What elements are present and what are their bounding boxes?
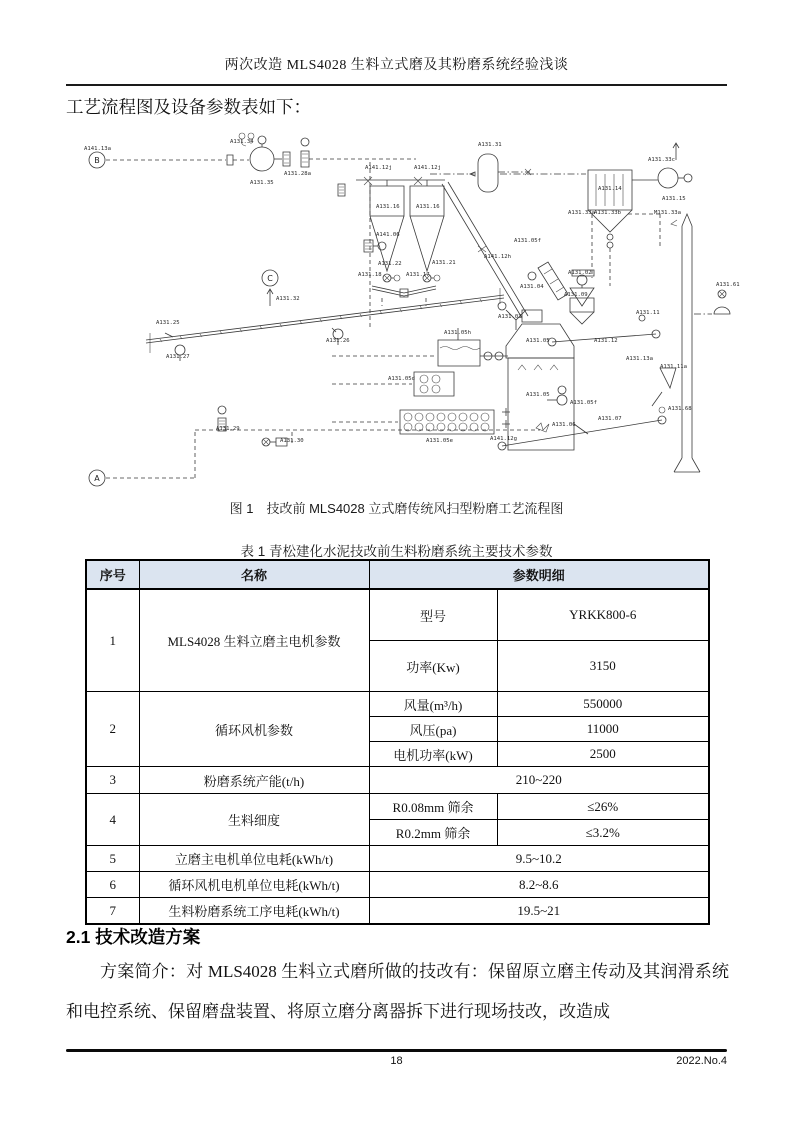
equipment-label: A131.11a: [660, 364, 687, 370]
belt-conveyor-main: [146, 288, 504, 361]
equipment-label: A131.34: [230, 139, 254, 145]
vent-valve: [694, 290, 730, 314]
sub-value: 3150: [497, 641, 709, 692]
sub-label: 型号: [369, 589, 497, 641]
row-name: 循环风机参数: [139, 692, 369, 767]
row-no: 6: [86, 872, 139, 898]
equipment-label: A131.11: [636, 310, 660, 316]
equipment-label: A141.12j: [365, 165, 392, 171]
row-no: 1: [86, 589, 139, 692]
equipment-label: A131.07: [598, 416, 622, 422]
dust-line: [364, 162, 386, 328]
footer-rule: [66, 1049, 727, 1052]
row-value: 9.5~10.2: [369, 846, 709, 872]
equipment-label: A131.05f: [570, 400, 597, 406]
sub-value: 550000: [497, 692, 709, 717]
equipment-label: A131.16: [416, 204, 440, 210]
issue-number: 2022.No.4: [676, 1055, 727, 1067]
col-header-detail: 参数明细: [369, 560, 709, 589]
surge-bin: [430, 154, 531, 192]
equipment-label: A141.13a: [84, 146, 111, 152]
equipment-label: A131.30: [280, 438, 304, 444]
equipment-label: A141.12g: [490, 436, 517, 442]
process-flow-diagram: [70, 128, 742, 490]
equipment-label: A131.05h: [444, 330, 471, 336]
equipment-label: A131.17: [406, 272, 430, 278]
row-name: 粉磨系统产能(t/h): [139, 767, 369, 794]
equipment-label: A131.05f: [514, 238, 541, 244]
row-no: 7: [86, 898, 139, 925]
bag-filter: [500, 170, 660, 278]
equipment-label: A131.35: [250, 180, 274, 186]
equipment-label: A131.05: [526, 392, 550, 398]
row-value: 210~220: [369, 767, 709, 794]
sub-value: 2500: [497, 742, 709, 767]
equipment-label: A131.22: [378, 261, 402, 267]
to-silo-arrow: [267, 289, 273, 306]
row-value: 8.2~8.6: [369, 872, 709, 898]
flow-node-letter: B: [94, 156, 100, 165]
discharge-belt: [498, 407, 666, 450]
row-name: 立磨主电机单位电耗(kWh/t): [139, 846, 369, 872]
equipment-label: A131.32: [276, 296, 300, 302]
sub-value: ≤3.2%: [497, 820, 709, 846]
equipment-label: A131.06: [552, 422, 576, 428]
row-name: MLS4028 生料立磨主电机参数: [139, 589, 369, 692]
col-header-name: 名称: [139, 560, 369, 589]
table-caption: 表 1 青松建化水泥技改前生料粉磨系统主要技术参数: [240, 544, 553, 559]
equipment-label: A131.29: [216, 426, 240, 432]
return-line: [106, 406, 540, 478]
section-heading: 2.1 技术改造方案: [66, 927, 201, 947]
equipment-label: A131.13a: [626, 356, 653, 362]
equipment-label: A131.25: [156, 320, 180, 326]
splitter-gate: [372, 286, 436, 306]
equipment-label: A131.02: [568, 270, 592, 276]
equipment-label: A131.31: [478, 142, 502, 148]
parameters-table: [85, 559, 710, 925]
col-header-no: 序号: [86, 560, 139, 589]
equipment-label: A131.33a: [568, 210, 595, 216]
sub-label: 功率(Kw): [369, 641, 497, 692]
equipment-label: A131.04: [520, 284, 544, 290]
sub-value: ≤26%: [497, 794, 709, 820]
vertical-mill: [506, 310, 588, 450]
equipment-label: A131.26: [326, 338, 350, 344]
equipment-label: A131.05e: [426, 438, 453, 444]
equipment-label: A131.05: [526, 338, 550, 344]
equipment-label: A131.05d: [388, 376, 415, 382]
water-tank: [332, 328, 508, 366]
equipment-label: A131.14: [598, 186, 622, 192]
equipment-label: A131.03: [498, 314, 522, 320]
row-no: 2: [86, 692, 139, 767]
sub-value: 11000: [497, 717, 709, 742]
body-paragraph: 方案简介：对 MLS4028 生料立式磨所做的技改有：保留原立磨主传动及其润滑系统和电控系统、保留磨盘装置、将原立磨分离器拆下进行现场技改，改造成: [66, 962, 729, 1021]
flow-node-letter: A: [94, 474, 100, 483]
row-name: 生料粉磨系统工序电耗(kWh/t): [139, 898, 369, 925]
equipment-label: A131.33c: [648, 157, 675, 163]
equipment-label: M131.33a: [654, 210, 681, 216]
feed-line-top: [106, 155, 249, 165]
equipment-label: A131.61: [716, 282, 740, 288]
bucket-elevator: [671, 214, 700, 472]
row-value: 19.5~21: [369, 898, 709, 925]
row-name: 生料细度: [139, 794, 369, 846]
row-name: 循环风机电机单位电耗(kWh/t): [139, 872, 369, 898]
cyclone-right: [410, 180, 444, 282]
sub-label: R0.08mm 筛余: [369, 794, 497, 820]
sub-label: 风量(m³/h): [369, 692, 497, 717]
sub-value: YRKK800-6: [497, 589, 709, 641]
row-no: 3: [86, 767, 139, 794]
flow-node-letter: C: [267, 274, 273, 283]
row-no: 5: [86, 846, 139, 872]
equipment-label: A141.06: [376, 232, 400, 238]
equipment-label: A131.09: [564, 292, 588, 298]
row-no: 4: [86, 794, 139, 846]
equipment-label: A131.68: [668, 406, 692, 412]
page-number: 18: [390, 1055, 403, 1067]
equipment-label: A131.33b: [594, 210, 621, 216]
equipment-label: A131.12: [594, 338, 618, 344]
intro-text: 工艺流程图及设备参数表如下：: [66, 97, 311, 117]
sub-label: 电机功率(kW): [369, 742, 497, 767]
equipment-label: A141.12j: [414, 165, 441, 171]
equipment-label: A131.27: [166, 354, 190, 360]
header-rule: [66, 84, 727, 86]
figure-caption: 图 1 技改前 MLS4028 立式磨传统风扫型粉磨工艺流程图: [229, 501, 564, 516]
equipment-label: A131.28a: [284, 171, 311, 177]
equipment-label: A131.21: [432, 260, 456, 266]
sub-label: R0.2mm 筛余: [369, 820, 497, 846]
running-head: 两次改造 MLS4028 生料立式磨及其粉磨系统经验浅谈: [224, 58, 569, 73]
exhaust-fan: [632, 143, 692, 188]
equipment-label: A141.12h: [484, 254, 511, 260]
equipment-label: A131.18: [358, 272, 382, 278]
equipment-label: A131.16: [376, 204, 400, 210]
sub-label: 风压(pa): [369, 717, 497, 742]
equipment-label: A131.15: [662, 196, 686, 202]
